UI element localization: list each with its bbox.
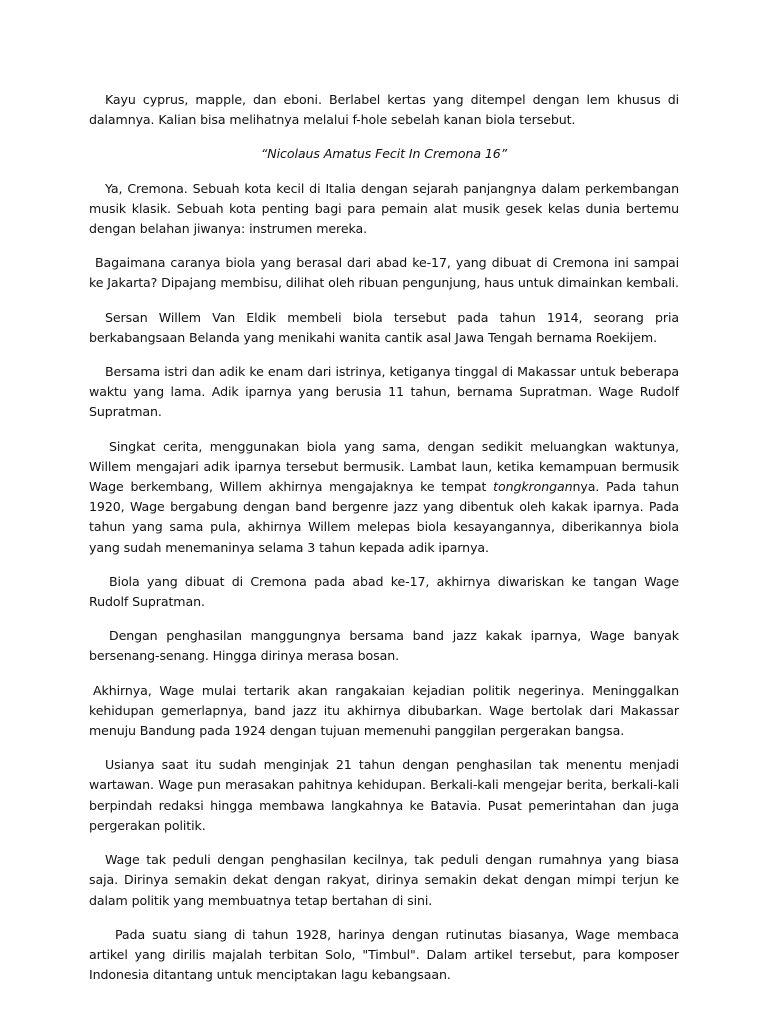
paragraph-wood-label: Kayu cyprus, mapple, dan eboni. Berlabel kertas yang ditempel dengan lem khusus di dalamnya. Kalian bisa melihatnya melalui f-hole sebelah kanan biola tersebut. [89,92,679,128]
paragraph-willem-van-eldik: Sersan Willem Van Eldik membeli biola tersebut pada tahun 1914, seorang pria berkabangsaan Belanda yang menikahi wanita cantik asal Jawa Tengah bernama Roekijem. [89,309,679,345]
italic-term: tongkrongan [493,479,573,495]
paragraph-people: Wage tak peduli dengan penghasilan kecilnya, tak peduli dengan rumahnya yang biasa saja. Dirinya semakin dekat dengan rakyat, dirinya semakin dekat dengan mimpi terjun ke dalam politik yang membuatnya tetap bertahan di sini. [89,852,679,908]
paragraph-singkat-cerita [89,437,679,558]
paragraph-text-before: Singkat cerita, menggunakan biola yang sama, dengan sedikit meluangkan waktunya, Willem mengajari adik iparnya tersebut bermusik. Lambat laun, ketika kemampuan bermusik Wage berkembang, Willem akhirnya mengajaknya ke tempat [89,438,679,495]
document-page [89,90,679,999]
paragraph-inheritance: Biola yang dibuat di Cremona pada abad ke-17, akhirnya diwariskan ke tangan Wage Rudolf Supratman. [89,573,679,610]
paragraph-text-after: nya. Pada tahun 1920, Wage bergabung dengan band bergenre jazz yang dibentuk oleh kakak iparnya. Pada tahun yang sama pula, akhirnya Willem melepas biola kesayangannya, diberikannya biola yang sudah menemaninya selama 3 tahun kepada adik iparnya. [89,479,679,555]
paragraph-makassar: Bersama istri dan adik ke enam dari istrinya, ketiganya tinggal di Makassar untuk beberapa waktu yang lama. Adik iparnya yang berusia 11 tahun, bernama Supratman. Wage Rudolf Supratman. [89,364,679,420]
paragraph-earnings: Dengan penghasilan manggungnya bersama band jazz kakak iparnya, Wage banyak bersenang-senang. Hingga dirinya merasa bosan. [89,628,679,664]
paragraph-journalist: Usianya saat itu sudah menginjak 21 tahun dengan penghasilan tak menentu menjadi wartawan. Wage pun merasakan pahitnya kehidupan. Berkali-kali mengejar berita, berkali-kali berpindah redaksi hingga membawa langkahnya ke Batavia. Pusat pemerintahan dan juga pergerakan politik. [89,757,679,833]
paragraph-politics: Akhirnya, Wage mulai tertarik akan rangakaian kejadian politik negerinya. Meninggalkan kehidupan gemerlapnya, band jazz itu akhirnya dibubarkan. Wage bertolak dari Makassar menuju Bandung pada 1924 dengan tujuan memenuhi panggilan pergerakan bangsa. [89,682,679,739]
paragraph-1928: Pada suatu siang di tahun 1928, harinya dengan rutinutas biasanya, Wage membaca artikel yang dirilis majalah terbitan Solo, "Timbul". Dalam artikel tersebut, para komposer Indonesia ditantang untuk menciptakan lagu kebangsaan. [89,926,679,983]
paragraph-how-to-jakarta: Bagaimana caranya biola yang berasal dari abad ke-17, yang dibuat di Cremona ini sampai ke Jakarta? Dipajang membisu, dilihat oleh ribuan pengunjung, haus untuk dimainkan kembali. [89,255,679,291]
quote-line: “Nicolaus Amatus Fecit In Cremona 16” [260,146,508,162]
paragraph-cremona: Ya, Cremona. Sebuah kota kecil di Italia dengan sejarah panjangnya dalam perkembangan musik klasik. Sebuah kota penting bagi para pemain alat musik gesek kelas dunia bertemu dengan belahan jiwanya: instrumen mereka. [89,180,679,237]
